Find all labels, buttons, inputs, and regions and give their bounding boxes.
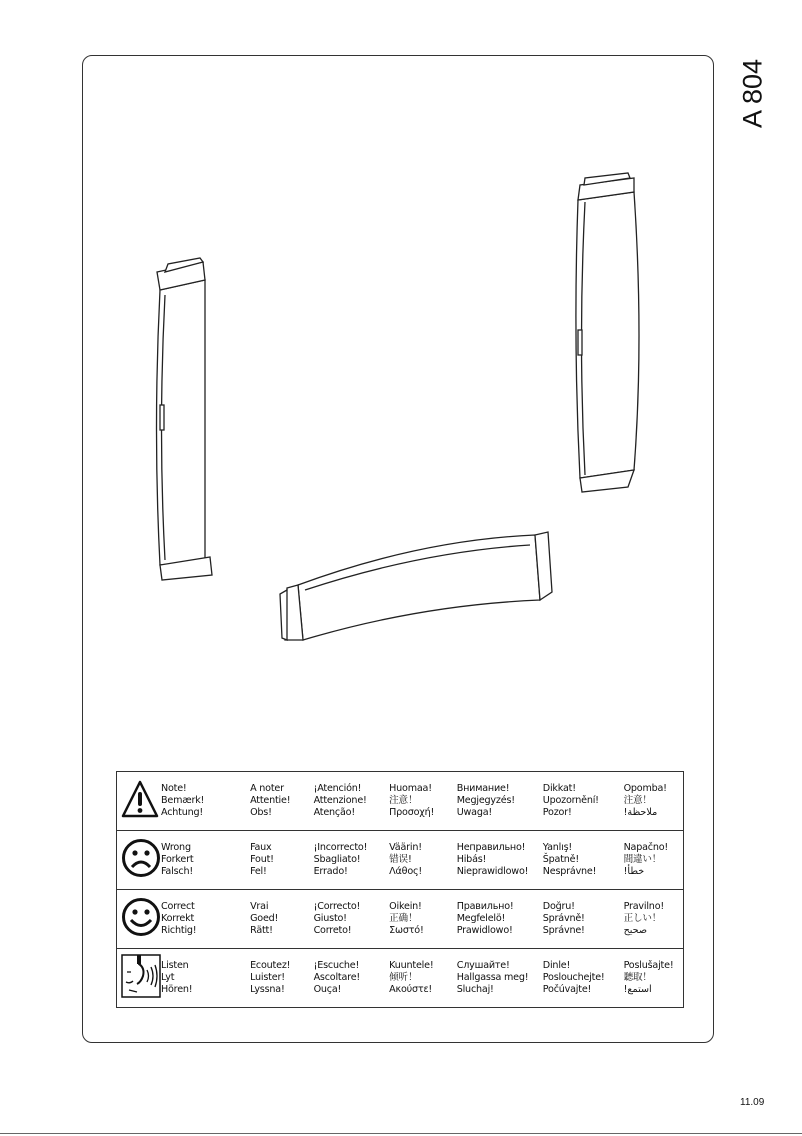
language-cell (457, 772, 543, 831)
warning-text: Atenção! (313, 807, 355, 818)
warning-text: Sbagliato! (313, 854, 361, 865)
warning-text: Megfelelö! (456, 913, 506, 924)
warning-text: ¡Atención! (313, 783, 362, 794)
warning-text: Vrai (250, 901, 269, 912)
language-cell (161, 831, 250, 890)
bottom-rule (0, 1133, 802, 1134)
warning-text: Väärin! (389, 842, 422, 853)
warning-text: Правильно! (456, 901, 514, 912)
warning-text: Pravilno! (623, 901, 665, 912)
warning-text: Yanlış! (542, 842, 573, 853)
listen-ear-icon (117, 949, 162, 1008)
warning-text: Správně! (542, 913, 585, 924)
warning-text: Внимание! (456, 783, 510, 794)
warning-row (117, 831, 684, 890)
warning-text: Rätt! (250, 925, 273, 936)
warning-text: Неправильно! (456, 842, 526, 853)
warning-text: 注意！ (389, 795, 418, 806)
warning-text: Kuuntele! (389, 960, 434, 971)
warning-text: Nieprawidlowo! (456, 866, 529, 877)
language-cell (457, 949, 543, 1008)
warning-text: Lyssna! (250, 984, 285, 995)
warning-text: Note! (161, 783, 187, 794)
warning-text: Poslušajte! (623, 960, 674, 971)
language-cell (314, 949, 390, 1008)
warning-text: Λάθος! (389, 866, 423, 877)
device-horizontal (280, 532, 552, 640)
warning-text: Слушайте! (456, 960, 510, 971)
language-cell (543, 890, 624, 949)
warning-text: 聽取！ (623, 972, 652, 983)
warning-text: Hibás! (456, 854, 487, 865)
warning-text: Správne! (542, 925, 585, 936)
warning-row (117, 949, 684, 1008)
warning-text: Fel! (250, 866, 267, 877)
warning-text: 正しい！ (623, 913, 662, 924)
warning-text: صحيح (623, 925, 647, 936)
language-cell (314, 831, 390, 890)
sad-face-icon (117, 831, 162, 890)
language-cell (543, 949, 624, 1008)
language-cell (624, 890, 684, 949)
warning-text: Ouça! (313, 984, 342, 995)
warning-text: Oikein! (389, 901, 422, 912)
warning-text: Dinle! (542, 960, 571, 971)
warning-text: Σωστό! (389, 925, 424, 936)
warning-text: Goed! (250, 913, 279, 924)
language-cell (624, 949, 684, 1008)
warning-text: Hören! (161, 984, 193, 995)
warning-text: Richtig! (161, 925, 197, 936)
warning-text: Doğru! (542, 901, 575, 912)
language-cell (389, 890, 457, 949)
warning-text: Achtung! (161, 807, 204, 818)
warning-text: Megjegyzés! (456, 795, 515, 806)
warning-text: Špatně! (542, 854, 580, 865)
device-vertical-right (576, 173, 639, 492)
warning-text: Bemærk! (161, 795, 205, 806)
warning-text: Faux (250, 842, 272, 853)
warning-text: Forkert (161, 854, 194, 865)
warning-text: Hallgassa meg! (456, 972, 529, 983)
warning-text: Sluchaj! (456, 984, 494, 995)
warning-text: Giusto! (313, 913, 347, 924)
language-cell (250, 772, 314, 831)
language-cell (457, 831, 543, 890)
model-number: A 804 (737, 58, 768, 129)
warning-text: Correct (161, 901, 195, 912)
warning-text: 注意！ (623, 795, 652, 806)
warning-text: 間違い！ (623, 854, 662, 865)
warning-text: Prawidlowo! (456, 925, 513, 936)
warning-text: Pozor! (542, 807, 572, 818)
language-cell (161, 772, 250, 831)
warning-text: Nesprávne! (542, 866, 597, 877)
warning-text: !ملاحظة (623, 807, 658, 818)
warning-text: Luister! (250, 972, 285, 983)
warning-text: ¡Correcto! (313, 901, 361, 912)
language-cell (624, 772, 684, 831)
language-cell (161, 949, 250, 1008)
language-cell (250, 890, 314, 949)
warning-text: Listen (161, 960, 189, 971)
language-cell (250, 949, 314, 1008)
warning-text: Upozornění! (542, 795, 599, 806)
warning-text: Poslouchejte! (542, 972, 605, 983)
warning-text: Fout! (250, 854, 274, 865)
warning-text: Errado! (313, 866, 348, 877)
warning-text: 正确！ (389, 913, 418, 924)
warning-text: !استمع (623, 984, 652, 995)
warning-row (117, 772, 684, 831)
language-cell (250, 831, 314, 890)
warning-text: Attenzione! (313, 795, 367, 806)
warning-text: Correto! (313, 925, 352, 936)
warning-text: Wrong (161, 842, 191, 853)
warning-legend-table (116, 771, 684, 1008)
warning-text: Počúvajte! (542, 984, 592, 995)
warning-text: Attentie! (250, 795, 291, 806)
warning-text: Obs! (250, 807, 272, 818)
warning-triangle-icon (117, 772, 162, 831)
language-cell (161, 890, 250, 949)
warning-text: 错误! (389, 854, 412, 865)
language-cell (314, 890, 390, 949)
language-cell (389, 949, 457, 1008)
warning-text: Ακούστε! (389, 984, 433, 995)
warning-text: !خطأ (623, 866, 645, 877)
warning-text: Huomaa! (389, 783, 432, 794)
warning-text: Ascoltare! (313, 972, 361, 983)
warning-text: Lyt (161, 972, 175, 983)
warning-text: ¡Incorrecto! (313, 842, 368, 853)
warning-row (117, 890, 684, 949)
warning-text: Opomba! (623, 783, 667, 794)
warning-text: Dikkat! (542, 783, 576, 794)
warning-text: Korrekt (161, 913, 195, 924)
revision-date: 11.09 (740, 1097, 765, 1108)
language-cell (457, 890, 543, 949)
warning-text: ¡Escuche! (313, 960, 360, 971)
device-vertical-left (157, 258, 213, 580)
warning-text: Falsch! (161, 866, 193, 877)
warning-text: Napačno! (623, 842, 669, 853)
warning-text: Προσοχή! (389, 807, 435, 818)
warning-text: Uwaga! (456, 807, 493, 818)
warning-text: A noter (250, 783, 284, 794)
language-cell (624, 831, 684, 890)
language-cell (389, 772, 457, 831)
warning-text: Ecoutez! (250, 960, 291, 971)
language-cell (314, 772, 390, 831)
language-cell (543, 831, 624, 890)
warning-text: 倾听！ (389, 972, 418, 983)
language-cell (543, 772, 624, 831)
language-cell (389, 831, 457, 890)
smiley-face-icon (117, 890, 162, 949)
